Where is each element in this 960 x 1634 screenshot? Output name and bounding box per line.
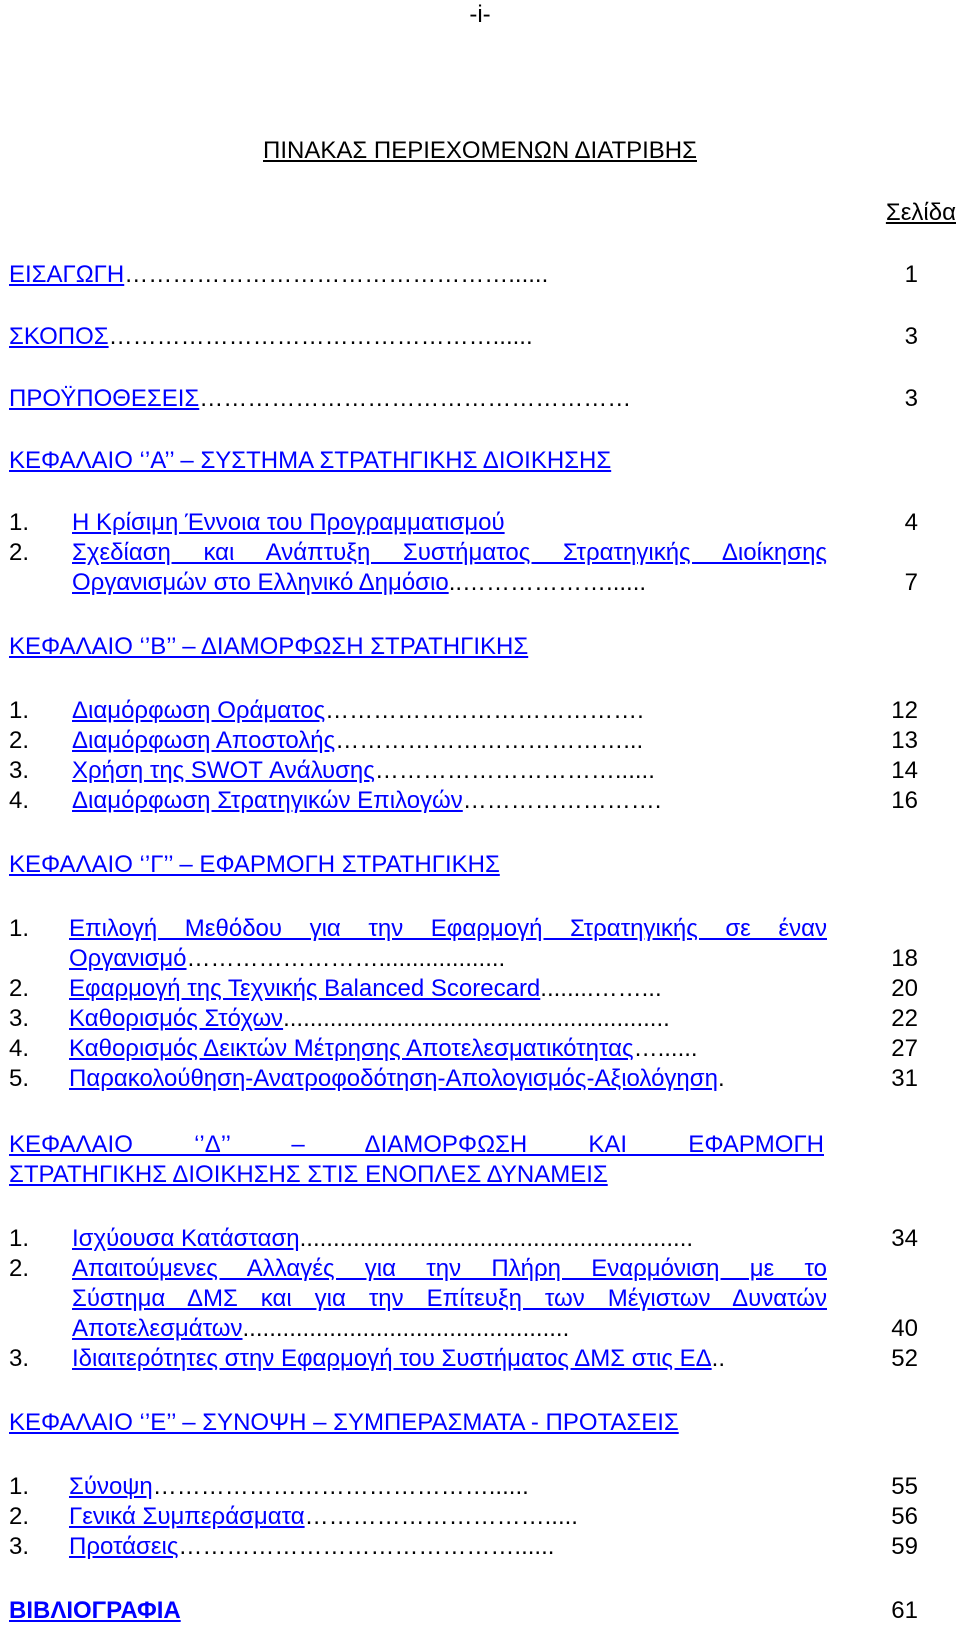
toc-item-link-continued[interactable]: Οργανισμό……………………...................	[69, 945, 506, 972]
list-item-number: 1.	[9, 697, 30, 724]
toc-entry-introduction[interactable]: ΕΙΣΑΓΩΓΗ…………………………………………......	[9, 261, 549, 288]
toc-item-page: 16	[891, 787, 918, 814]
list-item-number: 2.	[9, 727, 30, 754]
toc-item-link[interactable]: Προτάσεις……………………………………......	[69, 1533, 555, 1560]
list-item-number: 4.	[9, 1035, 30, 1062]
toc-item-page: 59	[891, 1533, 918, 1560]
chapter-e-heading[interactable]: ΚΕΦΑΛΑΙΟ ‘’Ε’’ – ΣΥΝΟΨΗ – ΣΥΜΠΕΡΑΣΜΑΤΑ - ΠΡΟΤΑΣΕΙΣ	[9, 1409, 679, 1436]
toc-item-link[interactable]: Διαμόρφωση Οράματος………………………………….	[72, 697, 644, 724]
toc-item-link[interactable]: Γενικά Συμπεράσματα………………………….....	[69, 1503, 578, 1530]
list-item-number: 4.	[9, 787, 30, 814]
toc-item-link[interactable]: Καθορισμός Στόχων..........................................................	[69, 1005, 670, 1032]
bibliography-link[interactable]: ΒΙΒΛΙΟΓΡΑΦΙΑ	[9, 1597, 181, 1624]
toc-item-link[interactable]: Ισχύουσα Κατάσταση...........................................................	[72, 1225, 694, 1252]
chapter-c-heading[interactable]: ΚΕΦΑΛΑΙΟ ‘’Γ’’ – ΕΦΑΡΜΟΓΗ ΣΤΡΑΤΗΓΙΚΗΣ	[9, 851, 500, 878]
toc-item-page: 40	[891, 1315, 918, 1342]
list-item-number: 2.	[9, 1503, 30, 1530]
chapter-d-heading[interactable]: ΚΕΦΑΛΑΙΟ ‘’Δ’’ – ΔΙΑΜΟΡΦΩΣΗ ΚΑΙ ΕΦΑΡΜΟΓΗ	[9, 1131, 824, 1158]
list-item-number: 3.	[9, 1005, 30, 1032]
list-item-number: 1.	[9, 915, 30, 942]
toc-item-page: 22	[891, 1005, 918, 1032]
list-item-number: 2.	[9, 975, 30, 1002]
chapter-d-heading-continued[interactable]: ΣΤΡΑΤΗΓΙΚΗΣ ΔΙΟΙΚΗΣΗΣ ΣΤΙΣ ΕΝΟΠΛΕΣ ΔΥΝΑΜΕΙΣ	[9, 1161, 608, 1188]
toc-page-introduction: 1	[904, 261, 918, 288]
toc-item-link[interactable]: Διαμόρφωση Στρατηγικών Επιλογών…………………….	[72, 787, 662, 814]
toc-item-page: 31	[891, 1065, 918, 1092]
toc-item-link[interactable]: Εφαρμογή της Τεχνικής Balanced Scorecard........……...	[69, 975, 662, 1002]
list-item-number: 1.	[9, 1225, 30, 1252]
list-item-number: 5.	[9, 1065, 30, 1092]
toc-item-page: 18	[891, 945, 918, 972]
toc-item-link-continued[interactable]: Οργανισμών στο Ελληνικό Δημόσιο..………………......	[72, 569, 647, 596]
page-number: -i-	[469, 1, 491, 28]
toc-item-page: 52	[891, 1345, 918, 1372]
toc-item-link-continued[interactable]: Αποτελεσμάτων.................................................	[72, 1315, 570, 1342]
list-item-number: 3.	[9, 757, 30, 784]
toc-item-link[interactable]: Παρακολούθηση-Ανατροφοδότηση-Απολογισμός-Αξιολόγηση.	[69, 1065, 725, 1092]
toc-item-link[interactable]: Σύνοψη……………………………………......	[69, 1473, 529, 1500]
toc-item-page: 14	[891, 757, 918, 784]
toc-item-page: 7	[904, 569, 918, 596]
toc-item-page: 27	[891, 1035, 918, 1062]
toc-item-link[interactable]: Διαμόρφωση Αποστολής………………………………...	[72, 727, 644, 754]
chapter-b-heading[interactable]: ΚΕΦΑΛΑΙΟ ‘’Β’’ – ΔΙΑΜΟΡΦΩΣΗ ΣΤΡΑΤΗΓΙΚΗΣ	[9, 633, 529, 660]
list-item-number: 2.	[9, 1255, 30, 1282]
toc-page-prerequisites: 3	[904, 385, 918, 412]
toc-item-page: 56	[891, 1503, 918, 1530]
chapter-a-heading[interactable]: ΚΕΦΑΛΑΙΟ ‘’Α’’ – ΣΥΣΤΗΜΑ ΣΤΡΑΤΗΓΙΚΗΣ ΔΙΟΙΚΗΣΗΣ	[9, 447, 612, 474]
toc-item-page: 55	[891, 1473, 918, 1500]
list-item-number: 3.	[9, 1345, 30, 1372]
page-column-header: Σελίδα	[885, 199, 956, 226]
toc-page-purpose: 3	[904, 323, 918, 350]
toc-item-page: 12	[891, 697, 918, 724]
toc-item-page: 13	[891, 727, 918, 754]
toc-item-link[interactable]: Ιδιαιτερότητες στην Εφαρμογή του Συστήματος ΔΜΣ στις ΕΔ..	[72, 1345, 725, 1372]
toc-item-link[interactable]: Η Κρίσιμη Έννοια του Προγραμματισμού	[72, 509, 505, 536]
toc-item-page: 4	[904, 509, 918, 536]
list-item-number: 3.	[9, 1533, 30, 1560]
toc-entry-prerequisites[interactable]: ΠΡΟΫΠΟΘΕΣΕΙΣ………………………………………………	[9, 385, 632, 412]
toc-item-link[interactable]: Καθορισμός Δεικτών Μέτρησης Αποτελεσματικότητας…......	[69, 1035, 698, 1062]
toc-item-page: 34	[891, 1225, 918, 1252]
list-item-number: 1.	[9, 509, 30, 536]
toc-item-page: 20	[891, 975, 918, 1002]
list-item-number: 2.	[9, 539, 30, 566]
document-title: ΠΙΝΑΚΑΣ ΠΕΡΙΕΧΟΜΕΝΩΝ ΔΙΑΤΡΙΒΗΣ	[263, 137, 697, 164]
toc-item-link[interactable]: Απαιτούμενες Αλλαγές για την Πλήρη Εναρμόνιση με το	[72, 1255, 827, 1282]
toc-entry-purpose[interactable]: ΣΚΟΠΟΣ…………………………………………......	[9, 323, 533, 350]
bibliography-page: 61	[891, 1597, 918, 1624]
toc-item-link-continued[interactable]: Σύστημα ΔΜΣ και για την Επίτευξη των Μέγιστων Δυνατών	[72, 1285, 827, 1312]
toc-item-link[interactable]: Χρήση της SWOT Ανάλυσης…………………………......	[72, 757, 655, 784]
list-item-number: 1.	[9, 1473, 30, 1500]
toc-item-link[interactable]: Επιλογή Μεθόδου για την Εφαρμογή Στρατηγικής σε έναν	[69, 915, 827, 942]
toc-item-link[interactable]: Σχεδίαση και Ανάπτυξη Συστήματος Στρατηγικής Διοίκησης	[72, 539, 827, 566]
